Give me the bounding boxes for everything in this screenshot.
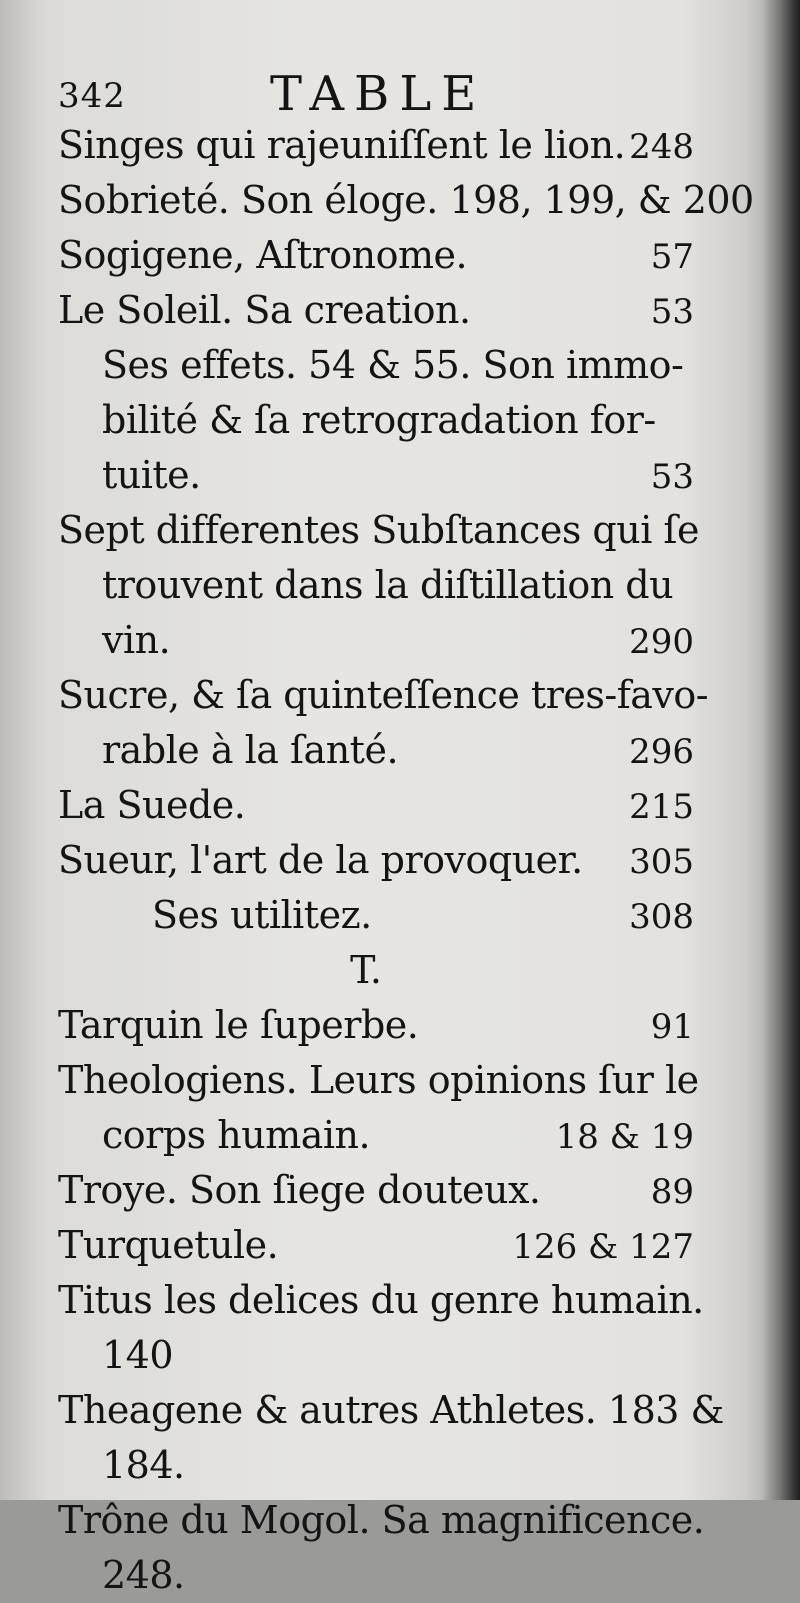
index-line: Sueur, l'art de la provoquer. 305 — [58, 838, 694, 882]
index-line: corps humain. 18 & 19 — [102, 1113, 694, 1157]
index-line: 140 — [102, 1333, 174, 1377]
index-line: trouvent dans la diſtillation du — [102, 563, 674, 607]
index-line: Ses effets. 54 & 55. Son immo- — [102, 343, 684, 387]
page-header — [58, 66, 698, 122]
index-line: Sogigene, Aſtronome. 57 — [58, 233, 694, 277]
index-line: Turquetule. 126 & 127 — [58, 1223, 694, 1267]
index-line: Trône du Mogol. Sa magnificence. — [58, 1498, 705, 1542]
running-head: TABLE — [270, 66, 487, 122]
book-spine-shadow — [762, 0, 800, 1500]
index-line: 184. — [102, 1443, 185, 1487]
index-entries — [58, 118, 754, 1603]
index-line: Ses utilitez. 308 — [152, 893, 694, 937]
index-line: Singes qui rajeuniſſent le lion. 248 — [58, 123, 694, 167]
index-line: Theologiens. Leurs opinions ſur le — [58, 1058, 699, 1102]
index-line: tuite. 53 — [102, 453, 694, 497]
index-line: bilité & ſa retrogradation for- — [102, 398, 656, 442]
index-line: Sobrieté. Son éloge. 198, 199, & 200 — [58, 178, 754, 222]
index-line: Sept differentes Subſtances qui ſe — [58, 508, 699, 552]
section-letter: T. — [350, 948, 382, 992]
index-line: Titus les delices du genre humain. — [58, 1278, 704, 1322]
index-line: 248. — [102, 1553, 185, 1597]
page-number: 342 — [58, 76, 126, 116]
index-line: rable à la ſanté. 296 — [102, 728, 694, 772]
index-line: La Suede. 215 — [58, 783, 694, 827]
index-line: Theagene & autres Athletes. 183 & — [58, 1388, 724, 1432]
index-line: Troye. Son ſiege douteux. 89 — [58, 1168, 694, 1212]
index-line: Sucre, & ſa quinteſſence tres-favo- — [58, 673, 709, 717]
index-line: Tarquin le ſuperbe. 91 — [58, 1003, 694, 1047]
index-line: Le Soleil. Sa creation. 53 — [58, 288, 694, 332]
index-line: vin. 290 — [102, 618, 694, 662]
